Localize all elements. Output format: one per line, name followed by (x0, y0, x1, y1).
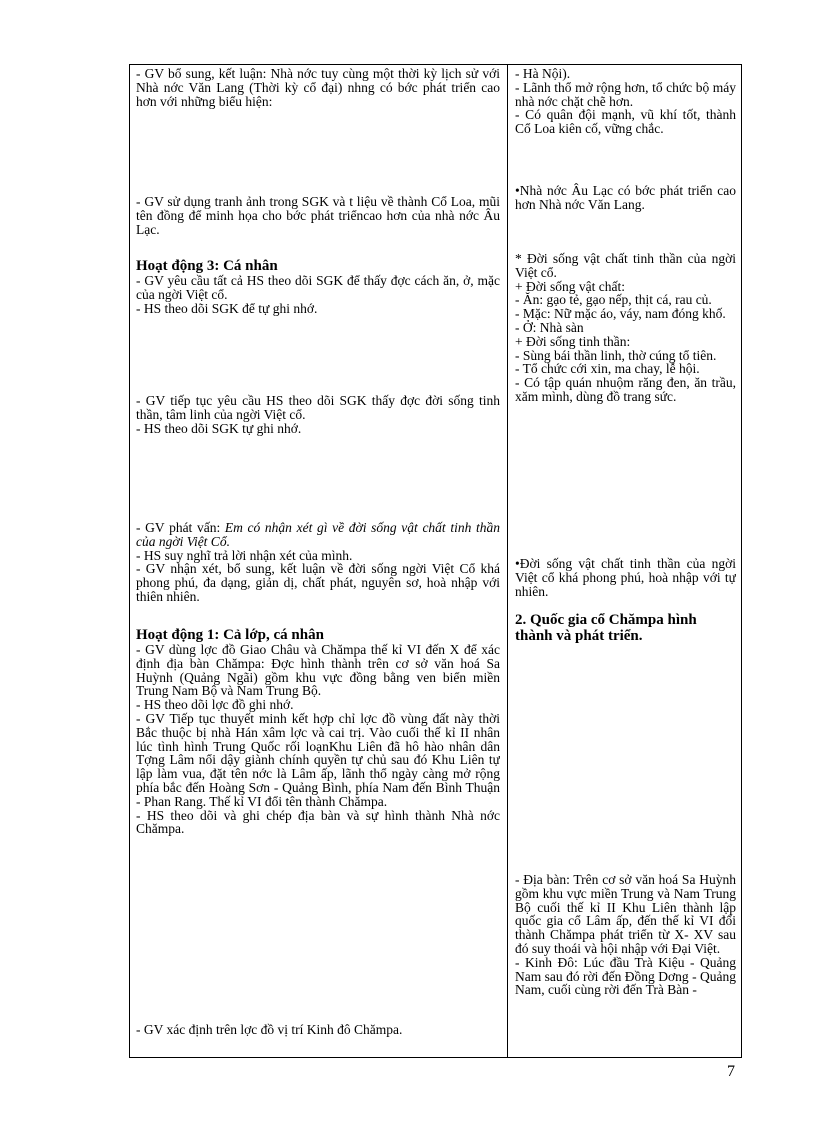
content-column (515, 67, 736, 1055)
viet-life-block (515, 252, 736, 404)
paragraph: - HS theo dõi SGK để tự ghi nhớ. (136, 300, 318, 316)
lesson-table (129, 64, 742, 1058)
paragraph: - GV sử dụng tranh ảnh trong SGK và t liệu về thành Cổ Loa, mũi tên đồng để minh họa cho bớc phát triểncao hơn của nhà nớc Âu Lạc. (136, 194, 500, 237)
question-lead: - GV phát vấn: (136, 520, 225, 535)
page-number: 7 (727, 1063, 735, 1080)
paragraph: - HS theo dõi SGK tự ghi nhớ. (136, 420, 302, 436)
paragraph: •Đời sống vật chất tinh thần của ngời Việt cổ khá phong phú, hoà nhập với tự nhiên. (515, 556, 736, 599)
paragraph: - Địa bàn: Trên cơ sở văn hoá Sa Huỳnh gồm khu vực miền Trung và Nam Trung Bộ cuối thế kỉ II Khu Liên thành lập quốc gia cổ Lâm ấp, đến thế kỉ VI đổi thành Chămpa phát triển từ X- XV sau đó suy thoái và hội nhập với Đại Việt. (515, 872, 736, 956)
paragraph: - GV xác định trên lợc đồ vị trí Kinh đô Chămpa. (136, 1022, 403, 1037)
paragraph: - Có tập quán nhuộm răng đen, ăn trầu, xăm mình, dùng đồ trang sức. (515, 375, 736, 404)
discussion-block (136, 521, 500, 604)
column-divider (507, 65, 508, 1057)
paragraph: - HS theo dõi lợc đồ ghi nhớ. (136, 697, 294, 713)
paragraph: - GV nhận xét, bổ sung, kết luận về đời sống ngời Việt Cổ khá phong phú, đa dạng, giản dị, chất phát, nguyên sơ, hoà nhập với thiên nhiên. (136, 561, 500, 604)
paragraph: - HS suy nghĩ trả lời nhận xét của mình. (136, 547, 353, 563)
paragraph: - GV Tiếp tục thuyết minh kết hợp chỉ lợc đồ vùng đất này thời Bắc thuộc bị nhà Hán xâm lợc và cai trị. Vào cuối thế kỉ II nhân lúc tình hình Trung Quốc rối loạnKhu Liên đã hô hào nhân dân Tợng Lâm nổi dậy giành chính quyền tự chủ sau đó Khu Liên tự lập làm vua, đặt tên nớc là Lâm ấp, lãnh thổ ngày càng mở rộng phía bắc đến Hoàng Sơn - Quảng Bình, phía Nam đến Bình Thuận - Phan Rang. Thế kỉ VI đổi tên thành Chămpa. (136, 710, 500, 809)
spiritual-life-block (136, 394, 500, 435)
activity-3-block (136, 259, 500, 315)
activity-heading: Hoạt động 1: Cả lớp, cá nhân (136, 627, 324, 643)
paragraph: + Đời sống tinh thần: (515, 333, 631, 349)
paragraph: - Có quân đội mạnh, vũ khí tốt, thành Cổ Loa kiên cố, vững chắc. (515, 107, 736, 137)
paragraph: - Ở: Nhà sàn (515, 319, 584, 335)
paragraph: - Hà Nội). (515, 67, 571, 81)
au-lac-features-block (515, 67, 736, 136)
paragraph: - Lãnh thổ mở rộng hơn, tổ chức bộ máy nhà nớc chặt chẽ hơn. (515, 79, 736, 109)
paragraph: •Nhà nớc Âu Lạc có bớc phát triển cao hơn Nhà nớc Văn Lang. (515, 183, 736, 212)
paragraph: - Sùng bái thần linh, thờ cúng tổ tiên. (515, 347, 717, 363)
viet-life-conclusion-block (515, 557, 736, 598)
champa-section-heading-block (515, 612, 736, 644)
capital-block (136, 1023, 500, 1037)
paragraph: - HS theo dõi và ghi chép địa bàn và sự hình thành Nhà nớc Chămpa. (136, 807, 500, 837)
activity-column (136, 67, 500, 1055)
paragraph: * Đời sống vật chất tinh thần của ngời Việt cổ. (515, 251, 736, 280)
activity-heading: Hoạt động 3: Cá nhân (136, 258, 278, 274)
paragraph: - GV dùng lợc đồ Giao Châu và Chămpa thế kỉ VI đến X để xác định địa bàn Chămpa: Đợc hình thành trên cơ sở văn hoá Sa Huỳnh (Quảng Ngãi) gồm khu vực đồng bằng ven biển miền Trung Nam Bộ và Nam Trung Bộ. (136, 642, 500, 699)
co-loa-illustration-block (136, 195, 500, 236)
paragraph: - GV bổ sung, kết luận: Nhà nớc tuy cùng một thời kỳ lịch sử với Nhà nớc Văn Lang (Thời kỳ cổ đại) nhng có bớc phát triển cao hơn với những biểu hiện: (136, 67, 500, 109)
section-heading: 2. Quốc gia cổ Chămpa hình thành và phát triển. (515, 612, 697, 644)
paragraph: - GV tiếp tục yêu cầu HS theo dõi SGK thấy đợc đời sống tinh thần, tâm linh của ngời Việt cổ. (136, 393, 500, 422)
activity-1-block (136, 628, 500, 836)
paragraph (136, 521, 500, 549)
paragraph: - Kinh Đô: Lúc đầu Trà Kiệu - Quảng Nam sau đó rời đến Đồng Dơng - Quảng Nam, cuối cùng rời đến Trà Bàn - (515, 954, 736, 998)
au-lac-conclusion-block (515, 184, 736, 212)
champa-territory-block (515, 873, 736, 997)
paragraph: + Đời sống vật chất: (515, 278, 625, 294)
question-text: Em có nhận xét gì về đời sống vật chất tinh thần của ngời Việt Cổ. (136, 520, 500, 549)
paragraph: - Tổ chức cới xin, ma chay, lễ hội. (515, 361, 700, 377)
paragraph: - Mặc: Nữ mặc áo, váy, nam đóng khố. (515, 306, 726, 322)
teacher-conclusion-block (136, 67, 500, 108)
paragraph: - GV yêu cầu tất cả HS theo dõi SGK để thấy đợc cách ăn, ở, mặc của ngời Việt cổ. (136, 273, 500, 302)
paragraph: - Ăn: gạo tẻ, gạo nếp, thịt cá, rau củ. (515, 292, 712, 308)
